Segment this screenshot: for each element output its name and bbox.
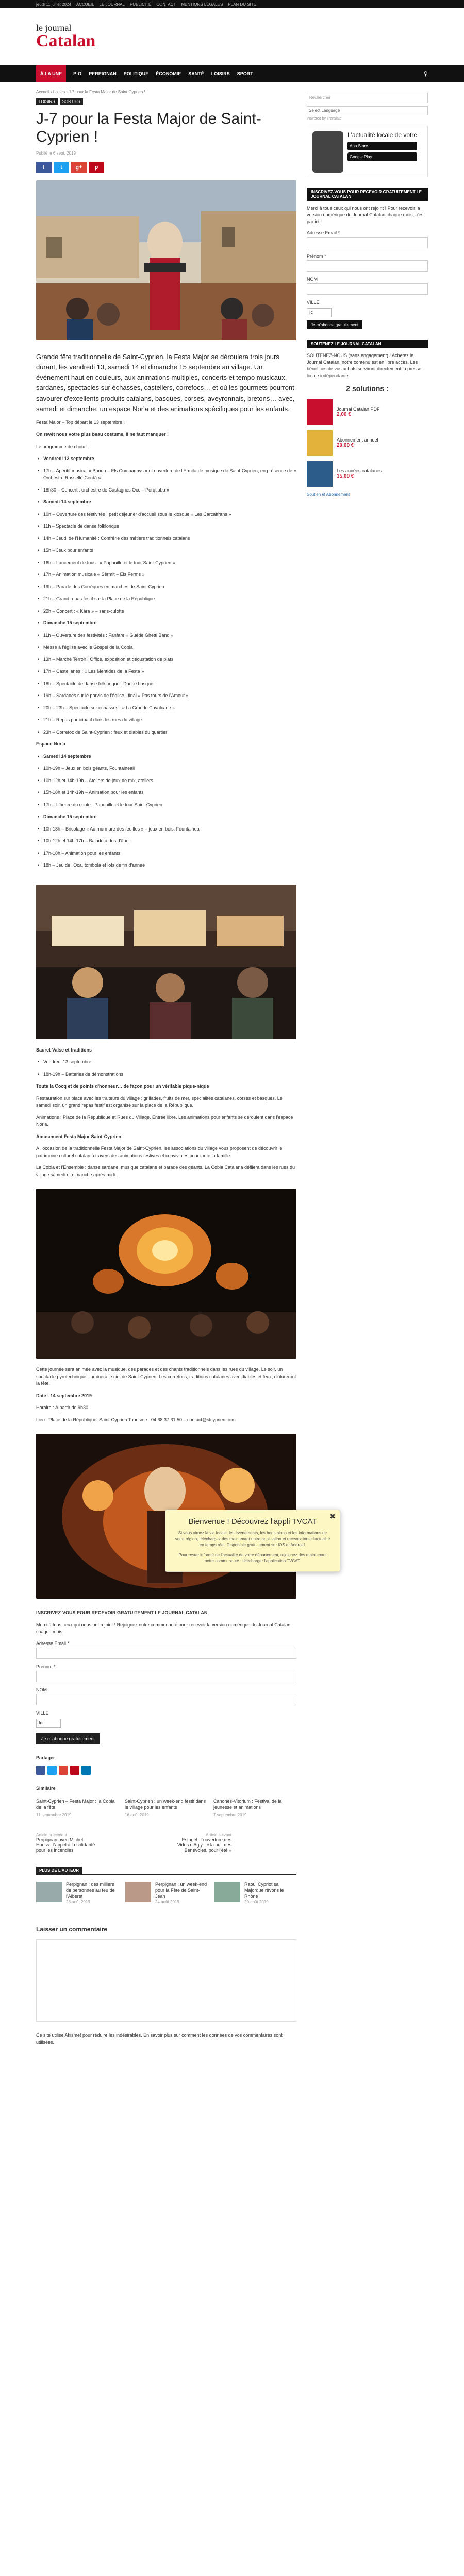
nav-item-sante[interactable]: SANTÉ: [188, 71, 204, 76]
related-date: 7 septembre 2019: [213, 1812, 247, 1818]
product-item[interactable]: [307, 399, 428, 425]
top-date: jeudi 11 juillet 2024: [36, 2, 71, 7]
name-field[interactable]: [36, 1694, 296, 1705]
firstname-label: Prénom *: [307, 253, 326, 259]
subscribe-button[interactable]: Je m'abonne gratuitement: [36, 1733, 100, 1744]
author-posts: [36, 1882, 296, 1904]
content-wrap: [0, 82, 464, 2046]
popup-title: Bienvenue ! Découvrez l'appli TVCAT: [188, 1517, 317, 1526]
day-heading: • Samedi 14 septembre: [36, 753, 296, 760]
search-box: [307, 93, 428, 121]
related-post[interactable]: [213, 1799, 296, 1817]
article-paragraph: À l'occasion de la traditionnelle Festa Major de Saint-Cyprien, les associations du village vous proposent de découvrir le patrimoine culturel catalan à travers des animations festives et conviviales pour toute la famille.: [36, 1146, 283, 1158]
prev-title[interactable]: Perpignan avec Michel Houss : l'appel à la solidarité pour les incendies: [36, 1837, 95, 1853]
share-buttons: [36, 162, 296, 173]
top-link[interactable]: ACCUEIL: [76, 2, 94, 7]
program-item: • 10h – Ouverture des festivités : petit déjeuner d'accueil sous le kiosque « Les Carcaffrans »: [36, 511, 296, 518]
program-item: • Messe à l'église avec le Gòspel de la Cobla: [36, 644, 296, 651]
product-name[interactable]: Journal Catalan PDF: [337, 406, 380, 412]
program-item: • 23h – Correfoc de Saint-Cyprien : feux et diables du quartier: [36, 729, 296, 736]
product-name[interactable]: Les années catalanes: [337, 468, 382, 474]
top-link[interactable]: MENTIONS LÉGALES: [181, 2, 223, 7]
facebook-icon[interactable]: [36, 1766, 45, 1775]
close-icon[interactable]: ✖: [329, 1512, 336, 1520]
related-title[interactable]: Saint-Cyprien : un week-end festif dans le village pour les enfants: [125, 1798, 206, 1810]
nav-item-politique[interactable]: POLITIQUE: [123, 71, 149, 76]
program-item: • 11h – Ouverture des festivités : Fanfare « Guédè Ghetti Band »: [36, 632, 296, 639]
nav-item-une[interactable]: À LA UNE: [36, 65, 66, 82]
event-date: Date : 14 septembre 2019: [36, 1393, 92, 1398]
section-heading: Amusement Festa Major Saint-Cyprien: [36, 1133, 122, 1139]
product-price: 35,00 €: [337, 473, 354, 480]
article-paragraph: Restauration sur place avec les traiteurs du village : grillades, fruits de mer, spécialités catalanes, corses et basques. Le samedi soir, un grand repas festif est organisé sur la place de la République.: [36, 1095, 283, 1108]
post-thumbnail[interactable]: [125, 1882, 151, 1902]
program-item: • 17h – Animation musicale « Sèrmit – Els Ferms »: [36, 571, 296, 579]
article-paragraph: On revêt nous votre plus beau costume, il ne faut manquer !: [36, 432, 169, 437]
author-post-date: 20 août 2019: [244, 1900, 269, 1905]
program-item: • 19h – Parade des Corrèques en marches de Saint-Cyprien: [36, 584, 296, 591]
firstname-label: Prénom *: [36, 1664, 56, 1669]
author-post[interactable]: [36, 1882, 118, 1904]
pinterest-icon[interactable]: [70, 1766, 79, 1775]
pinterest-icon[interactable]: p: [89, 162, 104, 173]
program-item: • 19h – Sardanes sur le parvis de l'église : final « Pas tours de l'Amour »: [36, 692, 296, 700]
sidebar-newsletter-heading: INSCRIVEZ-VOUS POUR RECEVOIR GRATUITEMENT LE JOURNAL CATALAN: [307, 188, 428, 201]
next-label: Article suivant: [206, 1833, 231, 1838]
author-section-heading: [36, 1865, 296, 1875]
program-item: • 10h-12h et 14h-19h – Ateliers de jeux de mix, ateliers: [36, 777, 296, 785]
day-heading: • Dimanche 15 septembre: [36, 814, 296, 821]
article-meta: Publié le 6 sept. 2019: [36, 151, 76, 156]
author-post[interactable]: [125, 1882, 207, 1904]
language-select[interactable]: Select Language: [307, 106, 428, 115]
nav-item-economie[interactable]: ÉCONOMIE: [156, 71, 181, 76]
related-title[interactable]: Canohès-Vitorium : Festival de la jeunesse et animations: [213, 1798, 282, 1810]
city-select[interactable]: Ic: [307, 308, 332, 317]
nav-item-perpignan[interactable]: PERPIGNAN: [89, 71, 117, 76]
sidebar-search-input[interactable]: Rechercher: [307, 93, 428, 103]
firstname-field[interactable]: [36, 1671, 296, 1682]
program-item: • 22h – Concert : « Kàra » – sans-culotte: [36, 608, 296, 615]
twitter-icon[interactable]: t: [54, 162, 69, 173]
share-bar: [36, 1766, 296, 1775]
program-item: • Vendredi 13 septembre: [36, 1059, 296, 1066]
related-title[interactable]: Saint-Cyprien – Festa Major : la Cobla de la fête: [36, 1798, 115, 1810]
tag-list: [36, 98, 296, 105]
facebook-icon[interactable]: f: [36, 162, 52, 173]
powered-by: Powered by Translate: [307, 117, 342, 121]
program-item: • 18h-19h – Batteries de démonstrations: [36, 1071, 296, 1078]
soutien-link[interactable]: Soutien et Abonnement: [307, 492, 350, 497]
comment-heading: Laisser un commentaire: [36, 1926, 108, 1934]
subscribe-button[interactable]: Je m'abonne gratuitement: [307, 320, 362, 329]
newsletter-title: INSCRIVEZ-VOUS POUR RECEVOIR GRATUITEMENT LE JOURNAL CATALAN: [36, 1610, 208, 1616]
author-post-date: 24 août 2019: [155, 1900, 179, 1905]
festival-photo: [36, 180, 296, 340]
product-thumbnail[interactable]: [307, 399, 333, 425]
product-price: 2,00 €: [337, 412, 351, 418]
author-post-title[interactable]: Perpignan : un week-end pour la Fête de Saint-Jean: [155, 1882, 207, 1899]
product-price: 20,00 €: [337, 443, 354, 449]
promo-text: SOUTENEZ-NOUS (sans engagement) ! Achetez le Journal Catalan, notre contenu est en libre accès. Les bénéfices de vos achats serviront directement la presse locale indépendante.: [307, 353, 422, 379]
akismet-note: Ce site utilise Akismet pour réduire les indésirables. En savoir plus sur comment les données de vos commentaires sont utilisées.: [36, 2032, 283, 2045]
name-field[interactable]: [307, 283, 428, 295]
post-thumbnail[interactable]: [36, 1882, 62, 1902]
sidebar: [307, 82, 428, 2046]
author-post-date: 28 août 2019: [66, 1900, 90, 1905]
tag-sorties[interactable]: SORTIES: [60, 98, 83, 105]
article-paragraph: Animations : Place de la République et Rues du Village. Entrée libre. Les animations pour enfants se déroulent dans l'espace Nor'a.: [36, 1114, 293, 1127]
page-title: J-7 pour la Festa Major de Saint-Cyprien !: [36, 110, 261, 145]
related-post[interactable]: [36, 1799, 119, 1817]
google-play-button[interactable]: Google Play: [347, 152, 417, 161]
newsletter-form: [36, 1641, 296, 1744]
main-nav: [0, 65, 464, 82]
article-main: [36, 82, 296, 2046]
top-link[interactable]: PUBLICITÉ: [129, 2, 152, 7]
email-label: Adresse Email *: [307, 230, 340, 236]
program-item: • 17h – Castellanes : « Les Mentides de la Festa »: [36, 668, 296, 675]
share-heading: Partager :: [36, 1755, 58, 1760]
product-item[interactable]: [307, 461, 428, 487]
related-post[interactable]: [125, 1799, 207, 1817]
program-item: • 17h-18h – Animation pour les enfants: [36, 850, 296, 857]
top-bar: [0, 0, 464, 8]
program-item: • 15h-18h et 14h-19h – Animation pour les enfants: [36, 789, 296, 796]
linkedin-icon[interactable]: [81, 1766, 91, 1775]
nav-item-sport[interactable]: SPORT: [237, 71, 253, 76]
program-item: • 17h – L'heure du conte : Papouille et le tour Saint-Cyprien: [36, 802, 296, 809]
photo-caption: Sauret-Valse et traditions: [36, 1047, 92, 1053]
product-thumbnail[interactable]: [307, 430, 333, 456]
program-item: • 17h – Apéritif musical « Banda – Els Compagnys » et ouverture de l'Ermita de musique de Saint-Cyprien, en présence de « Orchestre Rosselló-Cerdà »: [36, 468, 296, 482]
espace-heading: Espace Nor'a: [36, 741, 65, 747]
event-place: Lieu : Place de la République, Saint-Cyprien Tourisme : 04 68 37 31 50 – contact@stcyprien.com: [36, 1417, 236, 1422]
day-heading: • Vendredi 13 septembre: [36, 455, 296, 463]
program-item: • 20h – 23h – Spectacle sur échasses : « La Grande Cavalcade »: [36, 705, 296, 712]
article-paragraph: Cette journée sera animée avec la musique, des parades et des chants traditionnels dans les rues du village. Le soir, un spectacle pyrotechnique illuminera le ciel de Saint-Cyprien. Les correfocs, traditions catalanes avec diables et feux, clôtureront la fête.: [36, 1367, 296, 1386]
program-item: • 18h – Spectacle de danse folklorique : Danse basque: [36, 681, 296, 688]
program-item: • 21h – Repas participatif dans les rues du village: [36, 717, 296, 724]
article-paragraph: Le programme de choix !: [36, 444, 88, 449]
next-title[interactable]: Estagel : l'ouverture des Vides d'Agly : « la nuit des Bénévoles, pour l'été »: [177, 1837, 231, 1853]
program-item: • 11h – Spectacle de danse folklorique: [36, 523, 296, 530]
tag-loisirs[interactable]: LOISIRS: [36, 98, 58, 105]
site-logo[interactable]: [36, 23, 95, 50]
sidebar-newsletter-form: [307, 230, 428, 329]
day-heading: • Samedi 14 septembre: [36, 499, 296, 506]
author-post-title[interactable]: Raoul Cypriot sa Majorque rêvons le Rhône: [244, 1882, 284, 1899]
nav-item-po[interactable]: P-O: [73, 71, 82, 76]
email-field[interactable]: [307, 237, 428, 248]
logo-small: le journal: [36, 23, 72, 33]
product-item[interactable]: [307, 430, 428, 456]
twitter-icon[interactable]: [47, 1766, 57, 1775]
popup-body: Si vous aimez la vie locale, les événements, les bons plans et les informations de votre région, téléchargez dès maintenant notre application et recevez toute l'actualité en temps réel. Disponible gratuitement sur iOS et Android.: [175, 1531, 330, 1548]
post-navigation: [36, 1833, 296, 1853]
program-item: • 16h – Lancement de fous : « Papouille et le tour Saint-Cyprien »: [36, 560, 296, 567]
next-post[interactable]: [172, 1833, 296, 1853]
product-name[interactable]: Abonnement annuel: [337, 437, 378, 443]
name-label: NOM: [307, 277, 318, 282]
program-item: • 18h30 – Concert : orchestre de Castagnes Occ – Porqtlaba »: [36, 487, 296, 494]
prev-post[interactable]: [36, 1833, 161, 1853]
program-item: • 13h – Marché Terroir : Office, exposition et dégustation de plats: [36, 656, 296, 664]
google-plus-icon[interactable]: [59, 1766, 68, 1775]
similar-heading: Similaire: [36, 1786, 56, 1791]
popup-body-2: Pour rester informé de l'actualité de votre département, rejoignez dès maintenant notre communauté : télécharger l'application TVCAT.: [178, 1552, 327, 1564]
market-photo: [36, 885, 296, 1039]
program-item: • 18h – Jeu de l'Oca, tombola et lots de fin d'année: [36, 862, 296, 869]
post-thumbnail[interactable]: [214, 1882, 240, 1902]
author-post[interactable]: [214, 1882, 296, 1904]
program-item: • 15h – Jeux pour enfants: [36, 547, 296, 554]
promo-subtitle: 2 solutions :: [346, 384, 389, 393]
event-time: Horaire : À partir de 9h30: [36, 1405, 89, 1411]
related-posts: [36, 1799, 296, 1817]
author-section-label: PLUS DE L'AUTEUR: [36, 1867, 82, 1874]
article-paragraph: Festa Major – Top départ le 13 septembre !: [36, 419, 125, 425]
city-label: VILLE: [36, 1710, 49, 1716]
article-lead: Grande fête traditionnelle de Saint-Cyprien, la Festa Major se déroulera trois jours durant, les vendredi 13, samedi 14 et dimanche 15 septembre au village. Un événement haut en couleurs, aux animations multiples, concerts et tempo musicaux, sardanes, spectacles sur échasses, castellers, correfocs… et où les gourmets pourront savourer d'excellents produits catalans, basques, corses, aveyronnais, bretons… avec, samedi et dimanche, un espace Nor'a et des animations spécifiques pour les enfants.: [36, 353, 295, 413]
firstname-field[interactable]: [307, 260, 428, 272]
top-link[interactable]: PLAN DU SITE: [228, 2, 256, 7]
sidebar-newsletter-text: Merci à tous ceux qui nous ont rejoint ! Pour recevoir la version numérique du Journal Catalan chaque mois, c'est par ici !: [307, 206, 425, 225]
top-link[interactable]: CONTACT: [156, 2, 176, 7]
phone-icon: [312, 131, 343, 173]
logo-big: Catalan: [36, 31, 96, 50]
article-paragraph: La Cobla et l'Ensemble : danse sardane, musique catalane et parade des géants. La Cobla Catalana défilera dans les rues du village samedi et dimanche après-midi.: [36, 1165, 295, 1177]
name-label: NOM: [36, 1687, 47, 1692]
top-link[interactable]: LE JOURNAL: [99, 2, 125, 7]
program-item: • 10h-12h et 14h-17h – Balade à dos d'âne: [36, 838, 296, 845]
prev-label: Article précédent: [36, 1833, 68, 1838]
app-popup: [165, 1510, 340, 1572]
related-date: 16 août 2019: [125, 1812, 149, 1818]
google-plus-icon[interactable]: g+: [71, 162, 87, 173]
product-thumbnail[interactable]: [307, 461, 333, 487]
program-item: • 10h-19h – Jeux en bois géants, Fountaineail: [36, 765, 296, 772]
app-title: L'actualité locale de votre: [347, 131, 418, 139]
email-field[interactable]: [36, 1648, 296, 1659]
app-promo[interactable]: [307, 126, 428, 177]
city-label: VILLE: [307, 300, 320, 306]
site-header: [0, 8, 464, 65]
app-store-button[interactable]: App Store: [347, 142, 417, 150]
city-select[interactable]: Ic: [36, 1719, 61, 1728]
comment-field[interactable]: [36, 1939, 296, 2022]
author-post-title[interactable]: Perpignan : des milliers de personnes au feu de l'Alberet: [66, 1882, 115, 1899]
search-icon[interactable]: ⚲: [423, 70, 428, 77]
program-item: • 10h-18h – Bricolage « Au murmure des feuilles » – jeux en bois, Fountaineail: [36, 826, 296, 833]
related-date: 11 septembre 2019: [36, 1812, 72, 1818]
promo-heading: SOUTENEZ LE JOURNAL CATALAN: [307, 340, 428, 348]
section-heading: Toute la Cocq et de points d'honneur… de façon pour un véritable pique-nique: [36, 1083, 209, 1089]
email-label: Adresse Email *: [36, 1640, 70, 1646]
program-item: • 14h – Jeudi de l'Humanité : Confrérie des métiers traditionnels catalans: [36, 535, 296, 543]
newsletter-text: Merci à tous ceux qui nous ont rejoint ! Rejoignez notre communauté pour recevoir la version numérique du Journal Catalan chaque mois.: [36, 1622, 291, 1635]
breadcrumb: Accueil › Loisirs › J-7 pour la Festa Major de Saint-Cyprien !: [36, 90, 145, 94]
fire-show-photo: [36, 1189, 296, 1359]
day-heading: • Dimanche 15 septembre: [36, 620, 296, 627]
program-item: • 21h – Grand repas festif sur la Place de la République: [36, 596, 296, 603]
nav-item-loisirs[interactable]: LOISIRS: [211, 71, 230, 76]
